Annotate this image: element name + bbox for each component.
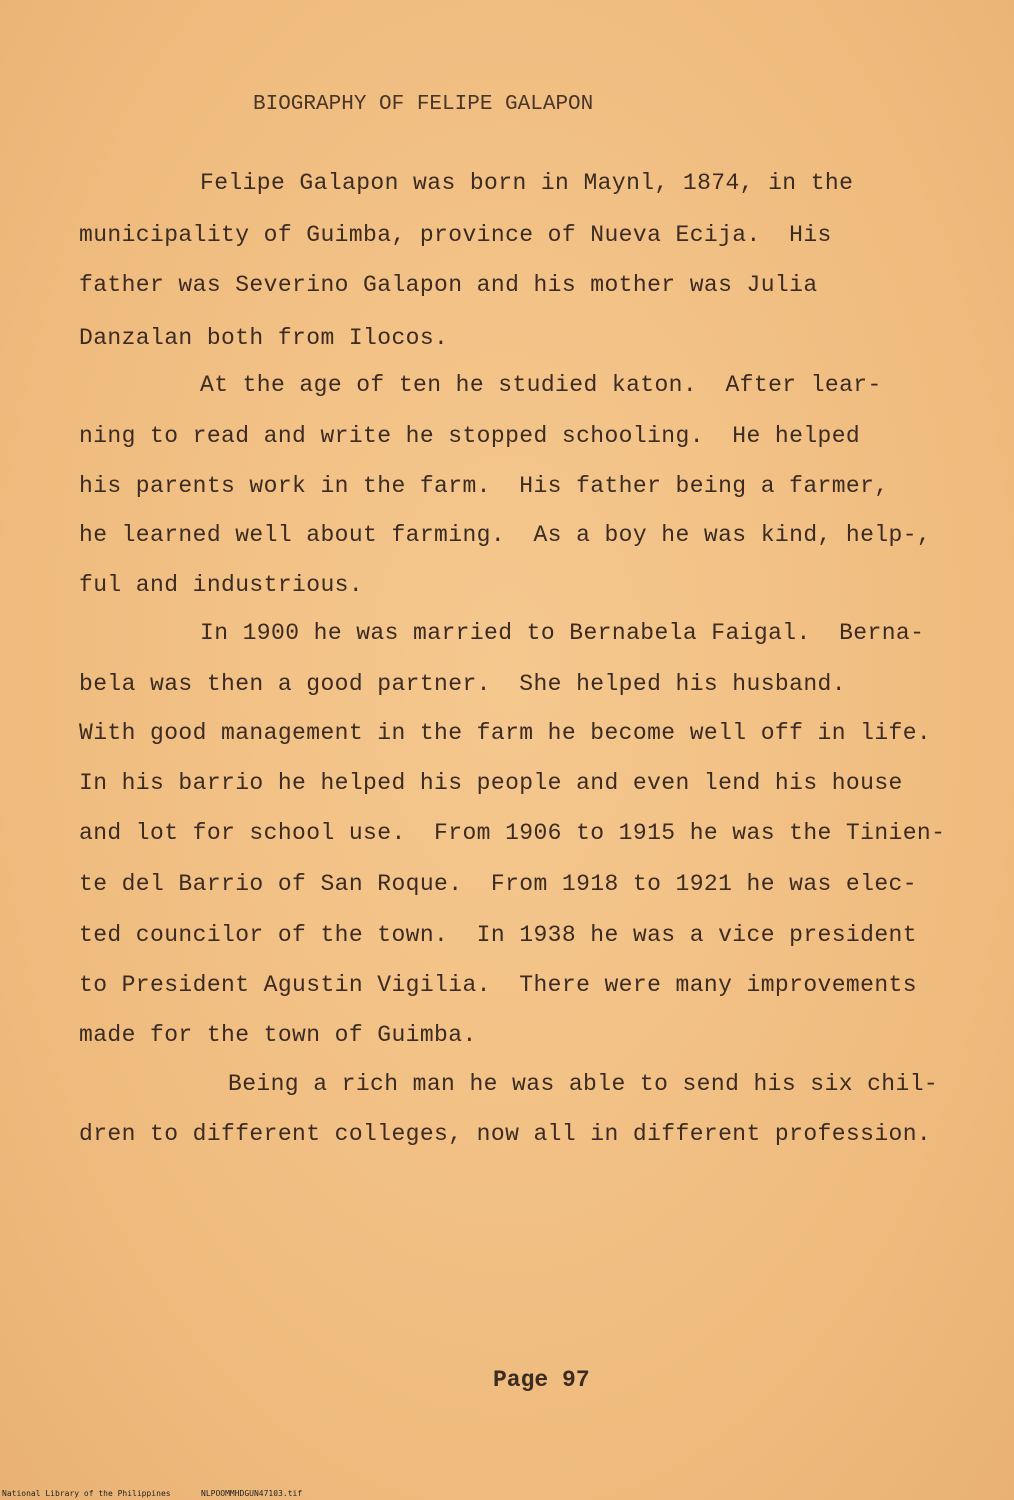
text-line: Being a rich man he was able to send his six chil- [228,1071,939,1097]
page-number: Page 97 [493,1367,590,1393]
text-line: father was Severino Galapon and his mother was Julia [79,272,818,298]
text-line: dren to different colleges, now all in different profession. [79,1121,932,1147]
text-line: he learned well about farming. As a boy he was kind, help-, [79,522,932,548]
text-line: Danzalan both from Ilocos. [79,325,449,351]
text-line: municipality of Guimba, province of Nueva Ecija. His [79,222,832,248]
text-line: At the age of ten he studied katon. After lear- [200,372,882,398]
text-line: ted councilor of the town. In 1938 he was a vice president [79,922,917,948]
text-line: and lot for school use. From 1906 to 1915 he was the Tinien- [79,820,946,846]
text-line: In 1900 he was married to Bernabela Faigal. Berna- [200,620,925,646]
text-line: With good management in the farm he become well off in life. [79,720,932,746]
text-line: te del Barrio of San Roque. From 1918 to 1921 he was elec- [79,871,917,897]
text-line: to President Agustin Vigilia. There were many improvements [79,972,917,998]
text-line: bela was then a good partner. She helped his husband. [79,671,846,697]
text-line: ning to read and write he stopped schooling. He helped [79,423,861,449]
text-line: his parents work in the farm. His father being a farmer, [79,473,889,499]
text-line: made for the town of Guimba. [79,1022,477,1048]
library-credit: National Library of the Philippines [2,1489,171,1498]
page-title: BIOGRAPHY OF FELIPE GALAPON [253,93,594,116]
file-name: NLPOOMMHDGUN47103.tif [201,1489,303,1498]
text-line: Felipe Galapon was born in Maynl, 1874, in the [200,170,854,196]
text-line: ful and industrious. [79,572,364,598]
text-line: In his barrio he helped his people and even lend his house [79,770,903,796]
